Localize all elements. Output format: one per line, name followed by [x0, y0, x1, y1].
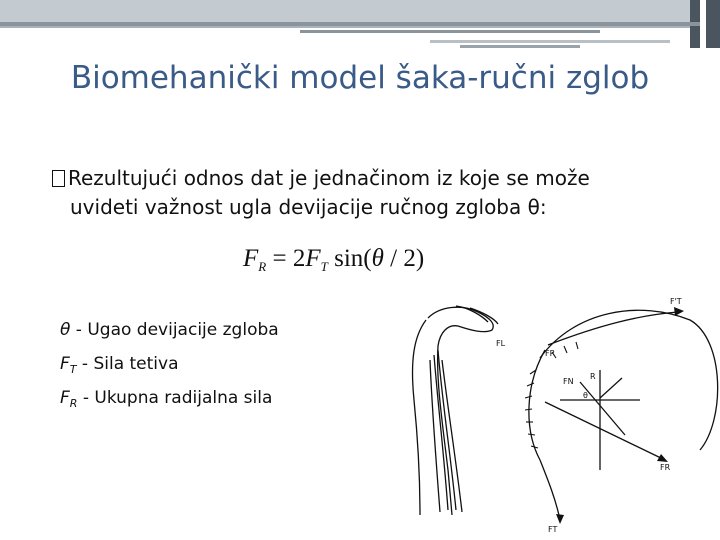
formula — [243, 245, 424, 275]
formula-theta: θ — [371, 245, 384, 272]
symbol-legend — [60, 316, 279, 418]
header-decoration — [0, 0, 720, 48]
formula-lhs-sub: R — [258, 259, 267, 274]
label-fr-left: FR — [545, 349, 556, 358]
bullet-square-icon — [52, 170, 65, 187]
legend-text: - Ugao devijacije zgloba — [70, 320, 279, 340]
legend-item-fr — [60, 384, 279, 418]
label-r: R — [590, 372, 596, 381]
formula-equals: = 2 — [266, 245, 306, 272]
legend-symbol: F — [60, 354, 70, 374]
legend-sub: T — [69, 363, 77, 376]
label-fl: FL — [496, 339, 506, 348]
label-ft-top: F'T — [670, 297, 682, 306]
legend-item-theta — [60, 316, 279, 350]
legend-text: - Sila tetiva — [76, 354, 179, 374]
formula-rhs-sub: T — [320, 259, 328, 274]
formula-rhs-var: F — [305, 245, 321, 272]
bullet-line-2: uvideti važnost ugla devijacije ručnog zgloba θ: — [70, 195, 547, 219]
formula-tail: / 2) — [383, 245, 425, 272]
wrist-force-diagram — [395, 295, 720, 540]
formula-lhs-var: F — [243, 245, 259, 272]
legend-item-ft — [60, 350, 279, 384]
bullet-line-1: Rezultujući odnos dat je jednačinom iz koje se može — [68, 166, 590, 190]
legend-symbol: F — [60, 388, 70, 408]
formula-func: sin( — [327, 245, 372, 272]
legend-symbol: θ — [60, 320, 71, 340]
label-theta: θ — [583, 391, 588, 400]
legend-sub: R — [69, 397, 78, 410]
legend-text: - Ukupna radijalna sila — [77, 388, 273, 408]
label-fn: FN — [563, 377, 574, 386]
slide-title: Biomehanički model šaka-ručni zglob — [70, 60, 650, 96]
label-fr-bottom: FR — [660, 463, 671, 472]
label-ft-bottom: FT — [548, 525, 558, 534]
bullet-paragraph — [52, 164, 692, 222]
